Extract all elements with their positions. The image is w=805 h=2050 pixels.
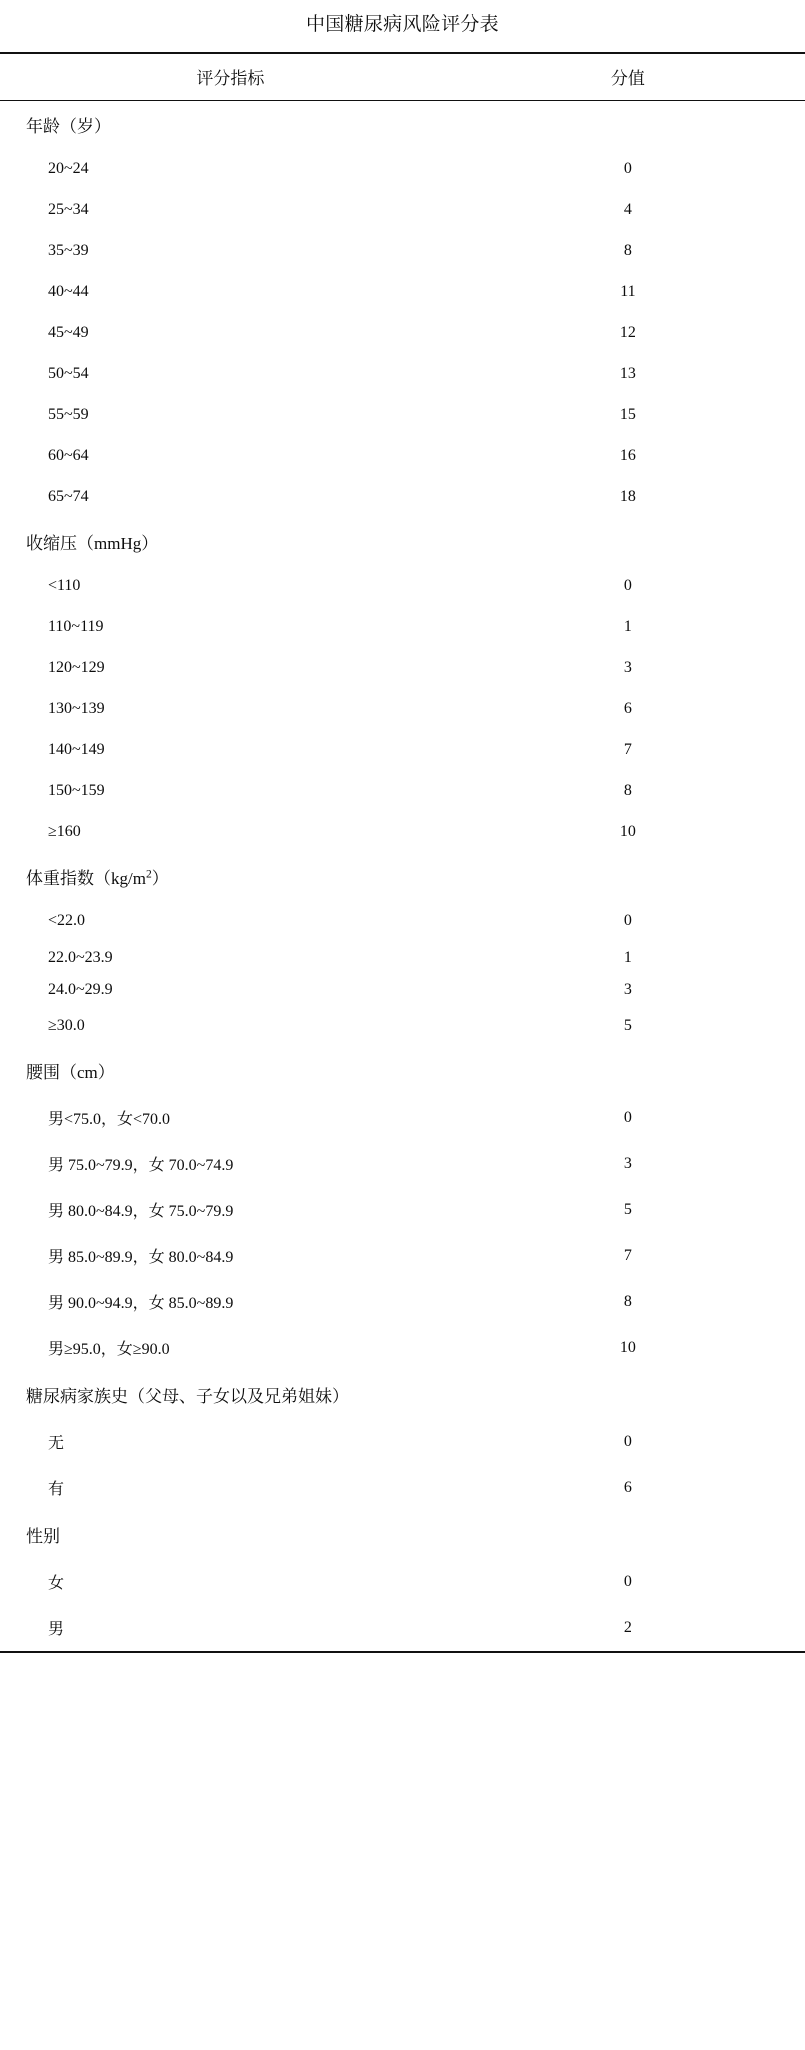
row-label: 40~44 <box>48 283 89 301</box>
table-row <box>0 607 805 648</box>
table-row <box>0 1095 805 1141</box>
row-label: ≥30.0 <box>48 1017 85 1035</box>
row-label: 60~64 <box>48 447 89 465</box>
group-value-empty <box>451 100 805 149</box>
table-row <box>0 1233 805 1279</box>
group-label: 腰围（cm） <box>26 1063 115 1083</box>
row-label: 男 90.0~94.9，女 85.0~89.9 <box>48 1295 234 1313</box>
table-row <box>0 1141 805 1187</box>
row-label: <22.0 <box>48 912 86 930</box>
row-score: 10 <box>619 823 636 841</box>
row-score: 3 <box>623 659 632 677</box>
table-group-row <box>0 1047 805 1095</box>
table-group-row <box>0 853 805 901</box>
table-row <box>0 436 805 477</box>
row-label: 男≥95.0，女≥90.0 <box>48 1341 170 1359</box>
row-label: 20~24 <box>48 160 89 178</box>
table-group-row <box>0 1371 805 1419</box>
row-score: 7 <box>623 1246 632 1264</box>
table-row <box>0 974 805 1006</box>
row-label: 男 85.0~89.9，女 80.0~84.9 <box>48 1249 234 1267</box>
row-score: 15 <box>619 406 636 424</box>
row-label: 25~34 <box>48 201 89 219</box>
row-label: ≥160 <box>48 823 81 841</box>
row-label: 65~74 <box>48 488 89 506</box>
group-value-empty <box>451 1371 805 1419</box>
group-value-empty <box>451 1047 805 1095</box>
table-body <box>0 100 805 1651</box>
row-score: 13 <box>619 365 636 383</box>
row-score: 12 <box>619 324 636 342</box>
row-score: 8 <box>623 1292 632 1310</box>
table-row <box>0 190 805 231</box>
row-label: 130~139 <box>48 700 105 718</box>
table-bottom-rule <box>0 1651 805 1653</box>
row-score: 7 <box>623 741 632 759</box>
group-label: 体重指数$(kg/m^2)$ <box>26 867 169 889</box>
row-label: 120~129 <box>48 659 105 677</box>
table-row <box>0 1419 805 1465</box>
row-score: 4 <box>623 201 632 219</box>
row-label: 男 80.0~84.9，女 75.0~79.9 <box>48 1203 234 1221</box>
row-score: 0 <box>623 1108 632 1126</box>
row-score: 3 <box>623 980 632 998</box>
row-score: 11 <box>620 283 636 301</box>
row-score: 0 <box>623 1572 632 1590</box>
row-score: 8 <box>623 782 632 800</box>
row-score: 0 <box>623 912 632 930</box>
row-label: 无 <box>48 1435 65 1453</box>
table-row <box>0 648 805 689</box>
row-label: 男 75.0~79.9，女 70.0~74.9 <box>48 1157 234 1175</box>
table-row <box>0 566 805 607</box>
row-score: 6 <box>623 700 632 718</box>
row-label: 50~54 <box>48 365 89 383</box>
table-row <box>0 231 805 272</box>
row-label: 140~149 <box>48 741 105 759</box>
column-header-score: 分值 <box>610 68 645 88</box>
row-score: 1 <box>623 948 632 966</box>
table-row <box>0 1006 805 1047</box>
table-row <box>0 149 805 190</box>
row-label: 男<75.0，女<70.0 <box>48 1111 171 1129</box>
group-value-empty <box>451 518 805 566</box>
table-header-row <box>0 53 805 101</box>
table-row <box>0 901 805 942</box>
table-row <box>0 1605 805 1651</box>
row-label: 男 <box>48 1621 65 1639</box>
group-label: 年龄（岁） <box>26 117 111 137</box>
row-label: 35~39 <box>48 242 89 260</box>
table-row <box>0 354 805 395</box>
row-score: 16 <box>619 447 636 465</box>
row-label: 55~59 <box>48 406 89 424</box>
row-label: 24.0~29.9 <box>48 980 113 998</box>
table-group-row <box>0 518 805 566</box>
table-row <box>0 395 805 436</box>
group-label: 糖尿病家族史（父母、子女以及兄弟姐妹） <box>26 1387 349 1407</box>
table-row <box>0 272 805 313</box>
group-label: 性别 <box>26 1527 60 1547</box>
row-score: 8 <box>623 242 632 260</box>
row-score: 3 <box>623 1154 632 1172</box>
table-group-row <box>0 1511 805 1559</box>
row-score: 0 <box>623 160 632 178</box>
row-label: 45~49 <box>48 324 89 342</box>
row-score: 6 <box>623 1478 632 1496</box>
row-label: 110~119 <box>48 618 104 636</box>
row-label: 22.0~23.9 <box>48 948 113 966</box>
group-value-empty <box>451 1511 805 1559</box>
table-row <box>0 1465 805 1511</box>
row-score: 1 <box>623 618 632 636</box>
row-label: 150~159 <box>48 782 105 800</box>
page-title: 中国糖尿病风险评分表 <box>305 14 499 35</box>
table-row <box>0 1325 805 1371</box>
table-row <box>0 1559 805 1605</box>
row-score: 18 <box>619 488 636 506</box>
table-row <box>0 313 805 354</box>
table-row <box>0 1187 805 1233</box>
row-score: 0 <box>623 577 632 595</box>
row-label: 女 <box>48 1575 65 1593</box>
table-row <box>0 730 805 771</box>
table-group-row <box>0 100 805 149</box>
table-row <box>0 477 805 518</box>
table-row <box>0 689 805 730</box>
table-header <box>0 53 805 101</box>
row-score: 5 <box>623 1017 632 1035</box>
group-value-empty <box>451 853 805 901</box>
table-row <box>0 812 805 853</box>
table-row <box>0 942 805 974</box>
row-score: 2 <box>623 1618 632 1636</box>
column-header-indicator: 评分指标 <box>196 68 265 88</box>
row-label: <110 <box>48 577 81 595</box>
row-score: 5 <box>623 1200 632 1218</box>
row-score: 10 <box>619 1338 636 1356</box>
risk-score-table <box>0 52 805 1651</box>
table-row <box>0 771 805 812</box>
row-label: 有 <box>48 1481 65 1499</box>
table-row <box>0 1279 805 1325</box>
row-score: 0 <box>623 1432 632 1450</box>
group-label: 收缩压（mmHg） <box>26 534 159 554</box>
